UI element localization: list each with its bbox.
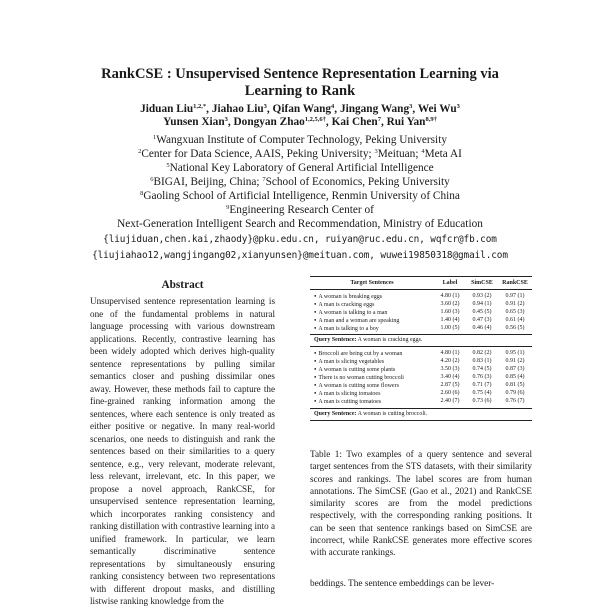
author-superscript: 3 <box>409 103 413 110</box>
affiliation-text: BIGAI, Beijing, China; <box>153 176 263 188</box>
target-sentence-cell: ● A man is talking to a boy <box>310 325 434 333</box>
query-text: A woman is cracking eggs. <box>357 337 423 344</box>
affiliation-superscript: 5 <box>166 162 170 169</box>
table-header-row <box>310 277 532 289</box>
rankcse-cell: 0.91 (2) <box>505 300 525 307</box>
affiliation-line <box>0 133 600 147</box>
affiliation-superscript: 4 <box>421 148 425 155</box>
author-superscript: 4 <box>331 103 335 110</box>
simcse-cell: 0.93 (2) <box>472 292 492 299</box>
affiliation-superscript: 6 <box>150 176 154 183</box>
affiliation-text: Meta AI <box>424 148 462 160</box>
author-superscript: 8,9† <box>425 116 437 123</box>
author-line-2: Yunsen Xian$^3$, Dongyan Zhao$^{1,2,5,6\dagger}$, Kai Chen$^7$, Rui Yan$^{8,9\dagger}$ <box>163 116 437 128</box>
author-name: Kai Chen <box>331 116 378 128</box>
affiliation-text: Engineering Research Center of <box>229 204 374 216</box>
abstract-heading: Abstract <box>161 279 204 291</box>
table-row <box>310 398 532 406</box>
label-cell: 1.60 (3) <box>440 308 460 315</box>
target-sentence-cell: ● A man is slicing vegetables <box>310 358 434 366</box>
table-row <box>310 350 532 358</box>
author-superscript: 3 <box>224 116 228 123</box>
affiliation-superscript: 9 <box>226 204 230 211</box>
table-row <box>310 374 532 382</box>
email-line-2: {liujiahao12,wangjingang02,xianyunsen}@meituan.com, wuwei19850318@gmail.com <box>92 249 508 261</box>
label-cell: 3.60 (2) <box>440 300 460 307</box>
rankcse-cell: 0.91 (2) <box>505 358 525 365</box>
simcse-cell: 0.45 (5) <box>472 308 492 315</box>
affiliation-text: Gaoling School of Artificial Intelligence, Renmin University of China <box>143 190 460 202</box>
label-cell: 4.80 (1) <box>440 292 460 299</box>
title-line-1: RankCSE : Unsupervised Sentence Representation Learning via <box>101 66 499 82</box>
table-row <box>310 293 532 301</box>
rankcse-cell: 0.65 (3) <box>505 308 525 315</box>
label-cell: 2.40 (7) <box>440 397 460 404</box>
author-name: Jingang Wang <box>339 103 410 115</box>
affiliation-text: Meituan; <box>377 148 422 160</box>
query-label: Query Sentence: <box>314 337 357 344</box>
simcse-cell: 0.47 (3) <box>472 316 492 323</box>
body-text-fragment: beddings. The sentence embeddings can be lever- <box>310 579 495 589</box>
abstract-text: Unsupervised sentence representation learning is one of the fundamental problems in natural language processing with various downstream applications. Recently, contrastive learning has been widely adopted which derives high-quality sentence representations by pulling similar semantics closer and pushing dissimilar ones away. However, these methods fail to capture the fine-grained ranking information among the sentences, where each sentence is only treated as either positive or negative. In many real-world scenarios, one needs to distinguish and rank the sentences based on their similarities to a query sentence, e.g., very relevant, moderate relevant, less relevant, irrelevant, etc. In this paper, we propose a novel approach, RankCSE, for unsupervised sentence representation learning, which incorporates ranking consistency and ranking distillation with contrastive learning into a unified framework. In particular, we learn semantically discriminative sentence representations by simultaneously ensuring ranking consistency between two representations with different dropout masks, and distilling listwise ranking knowledge from the <box>90 296 275 606</box>
table-group <box>310 347 532 407</box>
affiliation-line <box>0 175 600 189</box>
rankcse-cell: 0.61 (4) <box>505 316 525 323</box>
simcse-cell: 0.76 (3) <box>472 374 492 381</box>
table-body <box>310 290 532 421</box>
rankcse-cell: 0.95 (1) <box>505 350 525 357</box>
email-list <box>0 232 600 263</box>
author-superscript: 1,2,* <box>193 103 207 110</box>
author-name: Dongyan Zhao <box>233 116 305 128</box>
target-sentence-cell: ● A man is slicing tomatoes <box>310 390 434 398</box>
simcse-cell: 0.75 (4) <box>472 389 492 396</box>
affiliation-text: Center for Data Science, AAIS, Peking University; <box>141 148 375 160</box>
author-superscript: 7 <box>377 116 381 123</box>
paper-title <box>0 66 600 100</box>
rankcse-cell: 0.76 (7) <box>505 397 525 404</box>
affiliation-superscript: 8 <box>140 190 144 197</box>
affiliation-text: Wangxuan Institute of Computer Technology, Peking University <box>156 134 447 146</box>
table-row <box>310 301 532 309</box>
target-sentence-cell: ● There is no woman cutting broccoli <box>310 374 434 382</box>
table-row <box>310 358 532 366</box>
target-sentence-cell: ● A woman is talking to a man <box>310 309 434 317</box>
affiliation-superscript: 7 <box>262 176 266 183</box>
affiliation-line <box>0 217 600 231</box>
label-cell: 1.00 (5) <box>440 324 460 331</box>
affiliation-line <box>0 147 600 161</box>
table-row <box>310 390 532 398</box>
table-row <box>310 366 532 374</box>
author-list <box>0 103 600 129</box>
simcse-cell: 0.94 (1) <box>472 300 492 307</box>
affiliation-text: National Key Laboratory of General Artificial Intelligence <box>169 162 434 174</box>
affiliation-line <box>0 203 600 217</box>
query-label: Query Sentence: <box>314 410 357 417</box>
author-name: Rui Yan <box>386 116 426 128</box>
author-superscript: 1,2,5,6† <box>304 116 326 123</box>
author-line-1: Jiduan Liu$^{1,2,*}$, Jiahao Liu$^3$, Qifan Wang$^4$, Jingang Wang$^3$, Wei Wu$^3$ <box>140 103 460 115</box>
target-sentence-cell: ● A woman is cutting some plants <box>310 366 434 374</box>
rankcse-cell: 0.56 (5) <box>505 324 525 331</box>
simcse-cell: 0.73 (6) <box>472 397 492 404</box>
rankcse-cell: 0.79 (6) <box>505 389 525 396</box>
example-table <box>310 276 532 421</box>
header-label: Label <box>442 280 458 286</box>
target-sentence-cell: ● A man is cutting tomatoes <box>310 398 434 406</box>
author-name: Wei Wu <box>417 103 457 115</box>
target-sentence-cell: ● A woman is breaking eggs <box>310 293 434 301</box>
simcse-cell: 0.82 (2) <box>472 350 492 357</box>
target-sentence-cell: ● Broccoli are being cut by a woman <box>310 350 434 358</box>
affiliation-line <box>0 189 600 203</box>
rankcse-cell: 0.85 (4) <box>505 374 525 381</box>
simcse-cell: 0.83 (1) <box>472 358 492 365</box>
author-name: Qifan Wang <box>272 103 332 115</box>
rankcse-cell: 0.81 (5) <box>505 381 525 388</box>
title-line-2: Learning to Rank <box>244 83 356 99</box>
rankcse-cell: 0.87 (3) <box>505 366 525 373</box>
table-row <box>310 309 532 317</box>
table-caption: Table 1: Two examples of a query sentence and several target sentences from the STS datasets, with their similarity scores and rankings. The label scores are from human annotations. The SimCSE (Gao et al., 2021) and RankCSE similarity scores are from the model predictions respectively, with the corresponding ranking positions. It can be seen that sentence rankings based on SimCSE are incorrect, while RankCSE generates more effective scores with accurate rankings. <box>310 449 532 558</box>
rankcse-cell: 0.97 (1) <box>505 292 525 299</box>
table-row <box>310 317 532 325</box>
table-row <box>310 325 532 333</box>
header-target-sentences: Target Sentences <box>350 280 394 286</box>
label-cell: 2.60 (6) <box>440 389 460 396</box>
email-line-1: {liujiduan,chen.kai,zhaody}@pku.edu.cn, ruiyan@ruc.edu.cn, wqfcr@fb.com <box>103 234 497 245</box>
label-cell: 4.80 (1) <box>440 350 460 357</box>
author-name: Jiahao Liu <box>211 103 264 115</box>
target-sentence-cell: ● A man is cracking eggs <box>310 301 434 309</box>
table-group <box>310 290 532 335</box>
label-cell: 3.50 (3) <box>440 366 460 373</box>
simcse-cell: 0.46 (4) <box>472 324 492 331</box>
target-sentence-cell: ● A man and a woman are speaking <box>310 317 434 325</box>
header-rankcse: RankCSE <box>502 280 528 286</box>
query-sentence <box>310 409 532 420</box>
affiliation-superscript: 1 <box>153 134 157 141</box>
author-name: Jiduan Liu <box>140 103 194 115</box>
affiliation-superscript: 3 <box>374 148 378 155</box>
target-sentence-cell: ● A woman is cutting some flowers <box>310 382 434 390</box>
label-cell: 1.40 (4) <box>440 316 460 323</box>
simcse-cell: 0.74 (5) <box>472 366 492 373</box>
author-name: Yunsen Xian <box>163 116 225 128</box>
label-cell: 3.40 (4) <box>440 374 460 381</box>
affiliations <box>0 133 600 231</box>
table-rule <box>310 420 532 421</box>
label-cell: 2.87 (5) <box>440 381 460 388</box>
table-row <box>310 382 532 390</box>
query-text: A woman is cutting broccoli. <box>357 410 428 417</box>
affiliation-text: Next-Generation Intelligent Search and Recommendation, Ministry of Education <box>117 218 483 230</box>
affiliation-text: School of Economics, Peking University <box>265 176 450 188</box>
affiliation-superscript: 2 <box>138 148 142 155</box>
header-simcse: SimCSE <box>471 280 493 286</box>
label-cell: 4.20 (2) <box>440 358 460 365</box>
simcse-cell: 0.71 (7) <box>472 381 492 388</box>
author-superscript: 3 <box>456 103 460 110</box>
author-superscript: 3 <box>263 103 267 110</box>
affiliation-line <box>0 161 600 175</box>
query-sentence <box>310 335 532 346</box>
